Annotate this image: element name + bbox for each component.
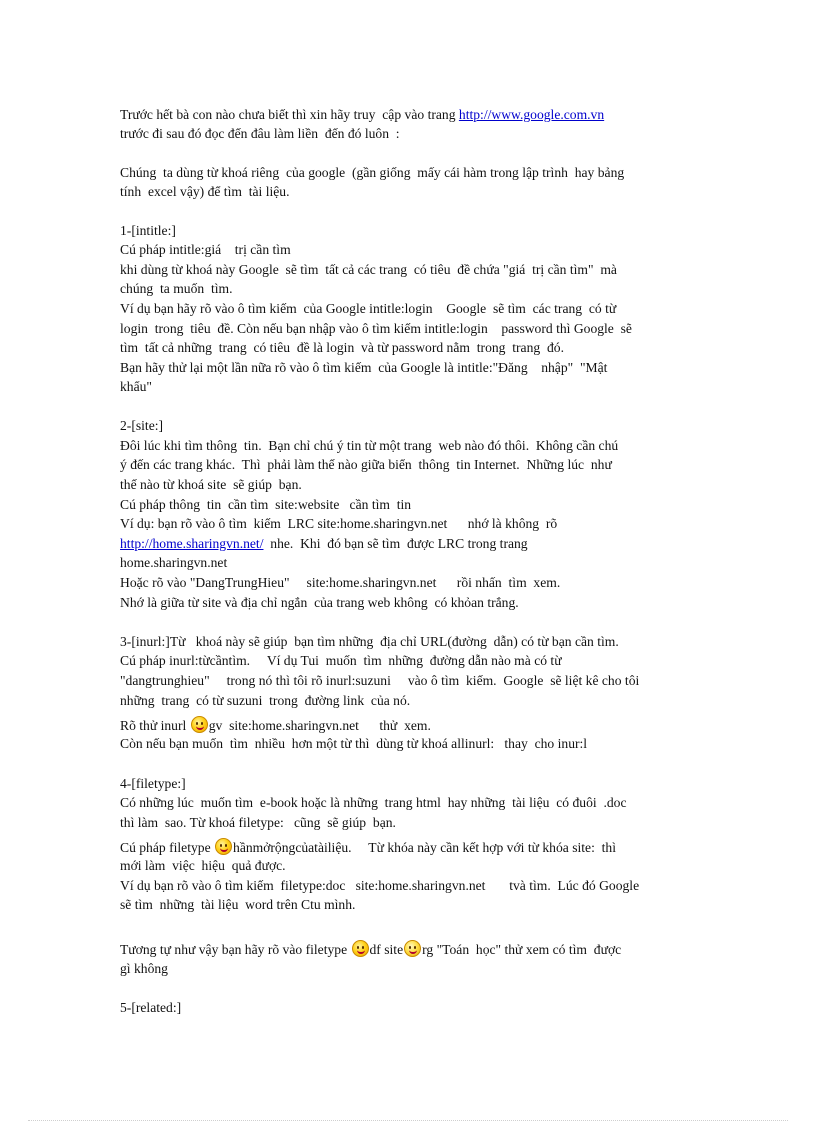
paragraph-line: ý đến các trang khác. Thì phải làm thế nào giữa biển thông tin Internet. Những lúc như [120, 457, 612, 472]
section-heading-filetype: 4-[filetype:] [120, 776, 186, 791]
paragraph-line [120, 838, 616, 857]
paragraph-line: Có những lúc muốn tìm e-book hoặc là những trang html hay những tài liệu có đuôi .doc [120, 795, 627, 810]
paragraph-line [120, 106, 604, 124]
section-heading-inurl: 3-[inurl:]Từ khoá này sẽ giúp bạn tìm những địa chỉ URL(đường dẫn) có từ bạn cần tìm. [120, 634, 619, 649]
paragraph-line: Nhớ là giữa từ site và địa chỉ ngắn của trang web không có khỏan trắng. [120, 595, 519, 610]
paragraph-line [120, 940, 621, 959]
paragraph-line: login trong tiêu đề. Còn nếu bạn nhập vào ô tìm kiếm intitle:login password thì Google sẽ [120, 321, 632, 336]
text-segment: df site [369, 942, 404, 957]
page-bottom-rule [28, 1120, 788, 1121]
paragraph-line: Ví dụ: bạn rõ vào ô tìm kiếm LRC site:home.sharingvn.net nhớ là không rõ [120, 516, 558, 531]
paragraph-line: Chúng ta dùng từ khoá riêng của google (gần giống mấy cái hàm trong lập trình hay bảng [120, 165, 625, 180]
section-heading-site: 2-[site:] [120, 418, 164, 433]
paragraph-line: tính excel vậy) để tìm tài liệu. [120, 184, 290, 199]
paragraph-line: khi dùng từ khoá này Google sẽ tìm tất cả các trang có tiêu đề chứa "giá trị cần tìm" mà [120, 262, 617, 277]
text-segment: Rõ thử inurl [120, 718, 190, 733]
section-heading-intitle: 1-[intitle:] [120, 223, 176, 238]
paragraph-line: Cú pháp intitle:giá trị cần tìm [120, 242, 291, 257]
text-segment: Tương tự như vậy bạn hãy rõ vào filetype [120, 942, 351, 957]
text-segment: hầnmởrộngcủatàiliệu. Từ khóa này cần kết hợp với từ khóa site: thì [233, 840, 616, 855]
paragraph-line: chúng ta muốn tìm. [120, 281, 233, 296]
paragraph-line: Đôi lúc khi tìm thông tin. Bạn chỉ chú ý tin từ một trang web nào đó thôi. Không cần chú [120, 438, 619, 453]
paragraph-line: Bạn hãy thử lại một lần nữa rõ vào ô tìm kiếm của Google là intitle:"Đăng nhập" "Mật [120, 360, 608, 375]
paragraph-line: Còn nếu bạn muốn tìm nhiều hơn một từ thì dùng từ khoá allinurl: thay cho inur:l [120, 736, 588, 751]
section-heading-related: 5-[related:] [120, 1000, 182, 1015]
sharingvn-link[interactable]: http://home.sharingvn.net/ [120, 536, 264, 551]
paragraph-line: Hoặc rõ vào "DangTrungHieu" site:home.sharingvn.net rồi nhấn tìm xem. [120, 575, 561, 590]
paragraph-line: Ví dụ bạn hãy rõ vào ô tìm kiếm của Google intitle:login Google sẽ tìm các trang có từ [120, 301, 617, 316]
text-segment: rg "Toán học" thử xem có tìm được [422, 942, 622, 957]
paragraph-line [120, 535, 528, 553]
paragraph-line: tìm tất cả những trang có tiêu đề là login và từ password nằm trong trang đó. [120, 340, 564, 355]
google-link[interactable]: http://www.google.com.vn [458, 107, 605, 122]
text-segment: gv site:home.sharingvn.net thử xem. [208, 718, 431, 733]
paragraph-line: home.sharingvn.net [120, 555, 228, 570]
paragraph-line: thế nào từ khoá site sẽ giúp bạn. [120, 477, 302, 492]
smiley-tongue-icon [215, 838, 232, 855]
paragraph-line: khẩu" [120, 379, 152, 394]
smiley-tongue-icon [191, 716, 208, 733]
paragraph-line: gì không [120, 961, 168, 976]
link-followup-text: nhe. Khi đó bạn sẽ tìm được LRC trong trang [263, 536, 528, 551]
text-segment: Cú pháp filetype [120, 840, 215, 855]
paragraph-line: Ví dụ bạn rõ vào ô tìm kiếm filetype:doc site:home.sharingvn.net tvà tìm. Lúc đó Google [120, 878, 640, 893]
smiley-wink-icon [404, 940, 421, 957]
paragraph-line: trước đi sau đó đọc đến đâu làm liền đến đó luôn : [120, 126, 400, 141]
smiley-tongue-icon [352, 940, 369, 957]
intro-text: Trước hết bà con nào chưa biết thì xin hãy truy cập vào trang [120, 107, 459, 122]
paragraph-line [120, 716, 431, 735]
paragraph-line: Cú pháp thông tin cần tìm site:website cần tìm tin [120, 497, 412, 512]
paragraph-line: những trang có từ suzuni trong đường link của nó. [120, 693, 411, 708]
paragraph-line: mới làm việc hiệu quả được. [120, 858, 286, 873]
paragraph-line: "dangtrunghieu" trong nó thì tôi rõ inurl:suzuni vào ô tìm kiếm. Google sẽ liệt kê cho tôi [120, 673, 640, 688]
paragraph-line: thì làm sao. Từ khoá filetype: cũng sẽ giúp bạn. [120, 815, 396, 830]
paragraph-line: sẽ tìm những tài liệu word trên Ctu mình. [120, 897, 356, 912]
paragraph-line: Cú pháp inurl:từcầntìm. Ví dụ Tui muốn tìm những đường dẫn nào mà có từ [120, 653, 562, 668]
